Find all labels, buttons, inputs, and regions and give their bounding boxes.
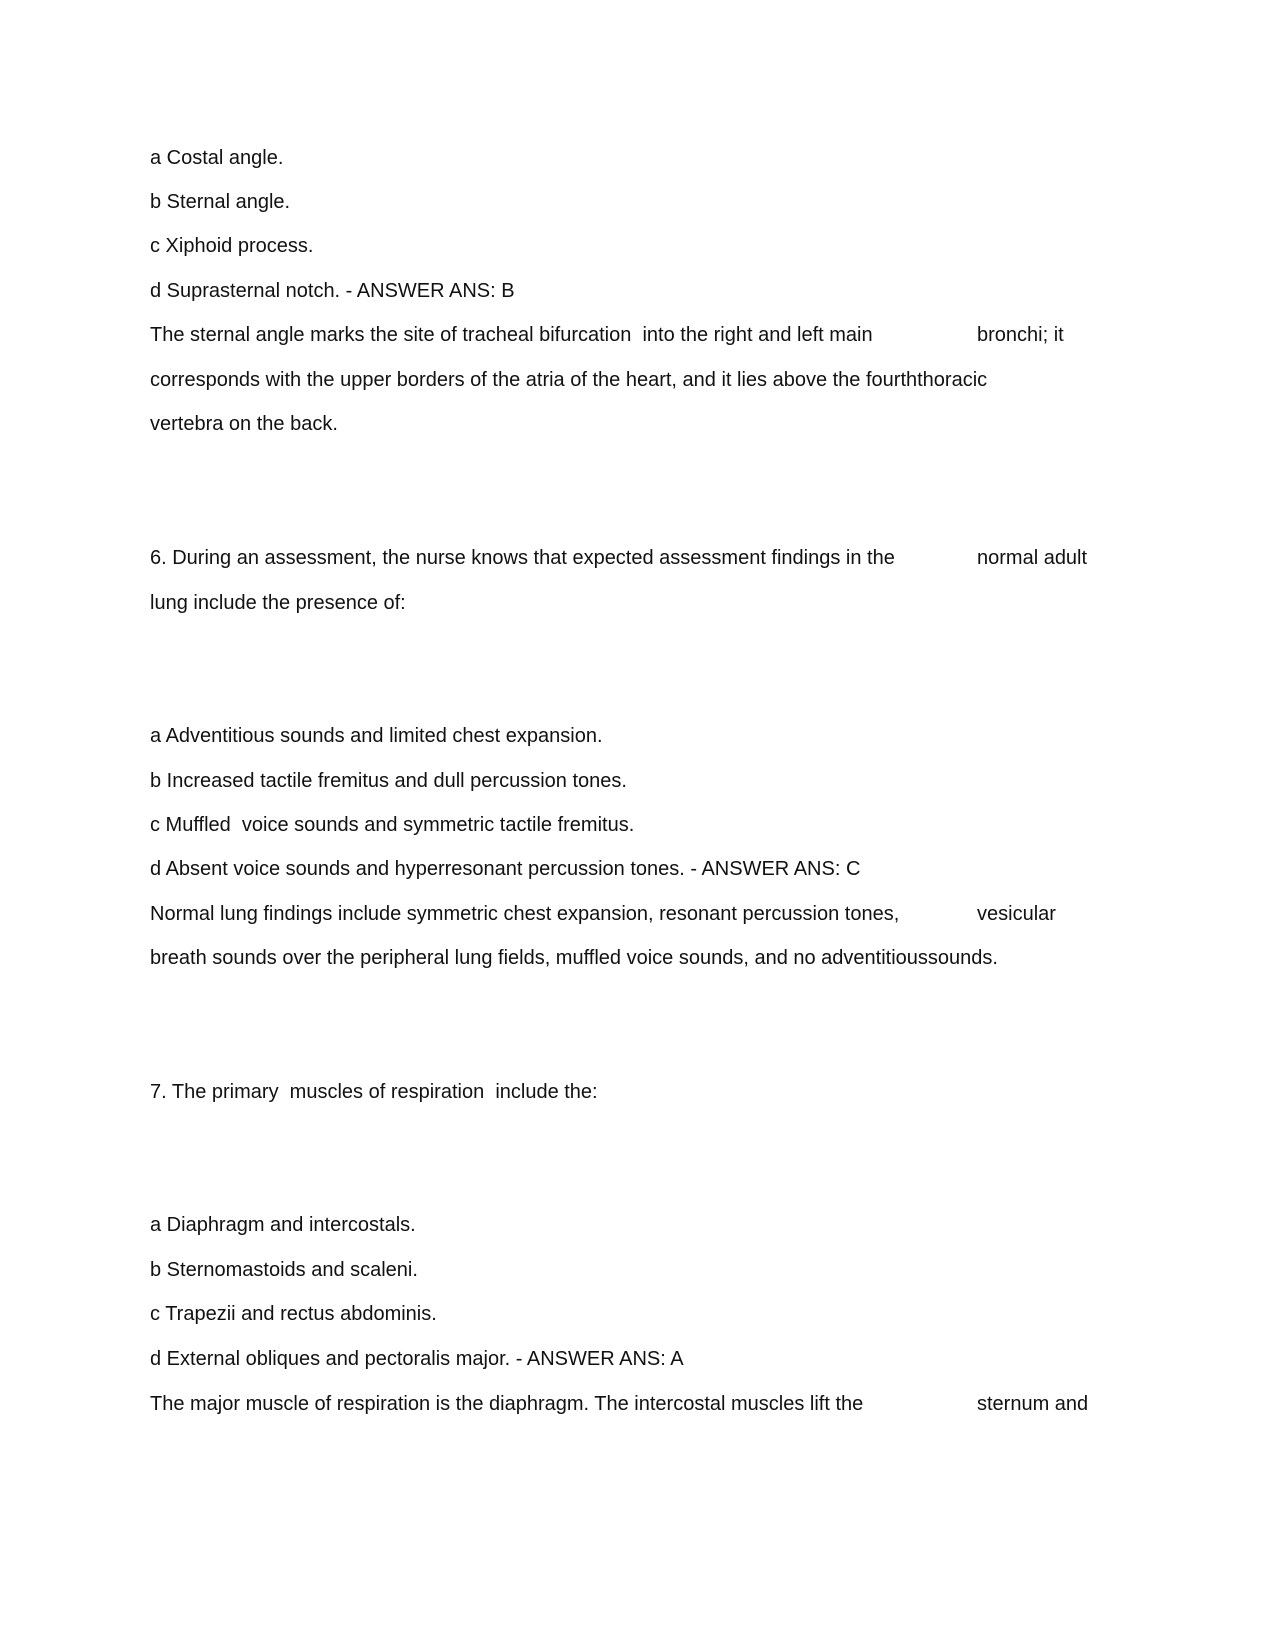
q7-explanation-line-1 — [150, 1392, 1089, 1488]
q7-explanation-line-1-right: sternum and — [977, 1393, 1089, 1415]
q6-option-b: b Increased tactile fremitus and dull percussion tones. — [150, 770, 627, 792]
q5-option-a: a Costal angle. — [150, 147, 284, 169]
q5-explanation-line-1-left: The sternal angle marks the site of tracheal bifurcation into the right and left main — [150, 324, 873, 346]
q6-option-c: c Muffled voice sounds and symmetric tactile fremitus. — [150, 814, 635, 836]
q7-question: 7. The primary muscles of respiration include the: — [150, 1081, 598, 1103]
q5-explanation-line-1-right: bronchi; it — [977, 324, 1064, 346]
q5-option-d-answer: d Suprasternal notch. - ANSWER ANS: B — [150, 280, 515, 302]
q6-question-line-1-left: 6. During an assessment, the nurse knows that expected assessment findings in the — [150, 547, 895, 569]
q6-question-line-1-right: normal adult — [977, 547, 1088, 569]
q7-option-c: c Trapezii and rectus abdominis. — [150, 1303, 437, 1325]
q6-explanation-line-1-left: Normal lung findings include symmetric chest expansion, resonant percussion tones, — [150, 903, 900, 925]
q7-explanation-line-1-left: The major muscle of respiration is the diaphragm. The intercostal muscles lift the — [150, 1393, 864, 1415]
q6-explanation-line-2: breath sounds over the peripheral lung fields, muffled voice sounds, and no adventitioussounds. — [150, 947, 998, 969]
q6-question-line-2: lung include the presence of: — [150, 592, 406, 614]
q6-explanation-line-1-right: vesicular — [977, 903, 1056, 925]
q7-option-d-answer: d External obliques and pectoralis major. - ANSWER ANS: A — [150, 1348, 684, 1370]
q5-explanation-line-2: corresponds with the upper borders of the atria of the heart, and it lies above the fourththoracic — [150, 369, 988, 391]
q5-option-b: b Sternal angle. — [150, 191, 291, 213]
q5-option-c: c Xiphoid process. — [150, 235, 314, 257]
q7-option-a: a Diaphragm and intercostals. — [150, 1214, 416, 1236]
q6-option-a: a Adventitious sounds and limited chest expansion. — [150, 725, 603, 747]
q7-option-b: b Sternomastoids and scaleni. — [150, 1259, 418, 1281]
q5-explanation-line-3: vertebra on the back. — [150, 413, 338, 435]
q6-option-d-answer: d Absent voice sounds and hyperresonant percussion tones. - ANSWER ANS: C — [150, 858, 861, 880]
